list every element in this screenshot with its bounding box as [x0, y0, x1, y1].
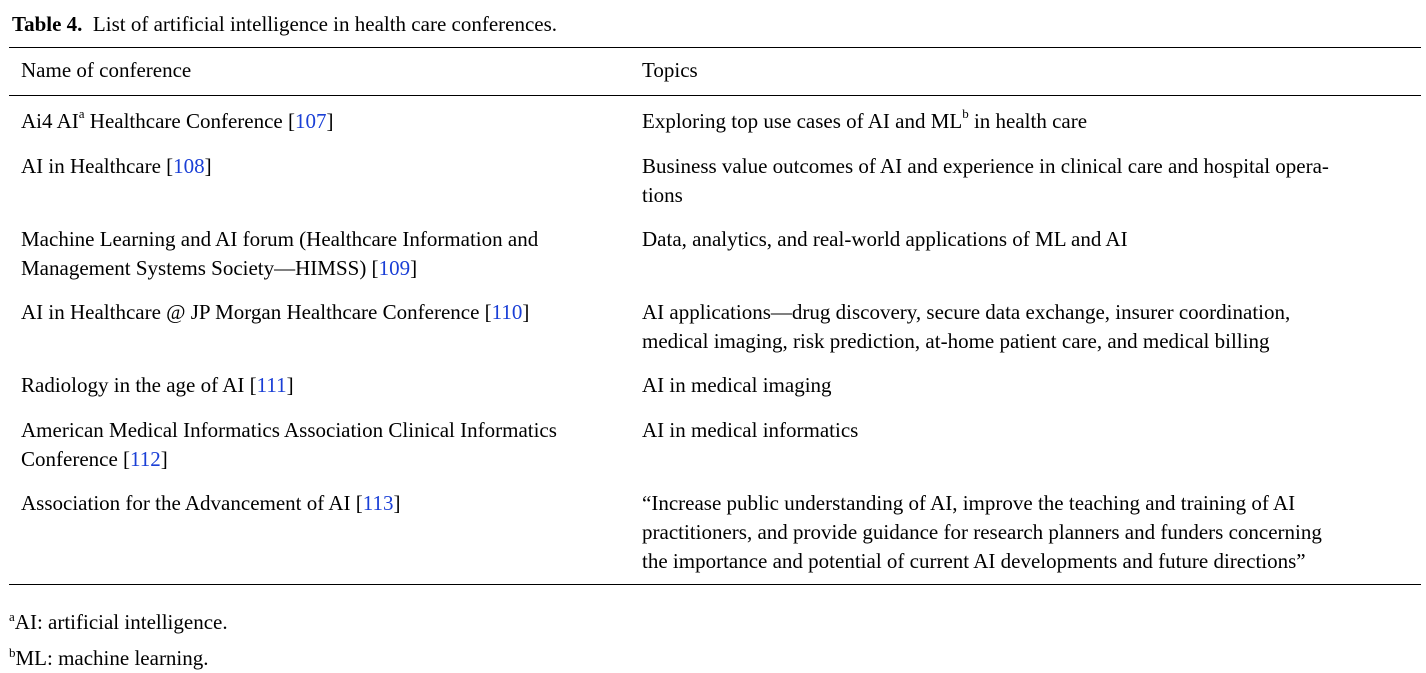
row-4-topic-line-1: AI applications—drug discovery, secure data exchange, insurer coordination,	[642, 300, 1291, 324]
table-row-2-name	[21, 152, 631, 181]
row-2-topic-line-2: tions	[642, 183, 683, 207]
reference-link-112[interactable]: 112	[130, 447, 161, 471]
row-2-topic-line-1: Business value outcomes of AI and experience in clinical care and hospital opera-	[642, 154, 1329, 178]
footnote-b	[9, 644, 209, 672]
row-1-topic-text: Exploring top use cases of AI and ML	[642, 109, 963, 133]
table-caption-label: Table 4.	[12, 12, 83, 36]
reference-link-113[interactable]: 113	[362, 491, 394, 515]
table-bottom-rule	[9, 584, 1421, 585]
reference-link-111[interactable]: 111	[256, 373, 287, 397]
table-header-rule	[9, 95, 1421, 96]
row-5-name-text: Radiology in the age of AI [	[21, 373, 257, 397]
row-4-name-text: AI in Healthcare @ JP Morgan Healthcare Conference [	[21, 300, 492, 324]
footnote-marker-a: a	[78, 106, 85, 121]
footnote-a	[9, 608, 228, 636]
table-row-6-topics: AI in medical informatics	[642, 418, 859, 442]
row-6-name-text: Conference [	[21, 447, 131, 471]
row-6-bracket: ]	[160, 447, 168, 471]
row-4-bracket: ]	[522, 300, 530, 324]
row-7-topic-line-1: “Increase public understanding of AI, improve the teaching and training of AI	[642, 491, 1296, 515]
reference-link-109[interactable]: 109	[378, 256, 411, 280]
footnote-marker-b: b	[962, 106, 969, 121]
table-top-rule	[9, 47, 1421, 48]
table-row-7-name	[21, 489, 631, 518]
table-row-4-name	[21, 298, 631, 327]
row-4-topic-line-2: medical imaging, risk prediction, at-home patient care, and medical billing	[642, 329, 1270, 353]
table-row-6-name	[21, 416, 631, 474]
row-2-bracket: ]	[204, 154, 212, 178]
row-6-name-line-1: American Medical Informatics Association Clinical Informatics	[21, 418, 557, 442]
table-caption-text: List of artificial intelligence in health care conferences.	[92, 12, 558, 36]
row-2-name-text: AI in Healthcare [	[21, 154, 174, 178]
reference-link-107[interactable]: 107	[294, 109, 327, 133]
row-1-name-text-2: Healthcare Conference [	[84, 109, 295, 133]
table-row-5-name	[21, 371, 631, 400]
table-row-5-topics: AI in medical imaging	[642, 373, 832, 397]
row-3-bracket: ]	[410, 256, 418, 280]
row-7-topic-line-2: practitioners, and provide guidance for research planners and funders concerning	[642, 520, 1322, 544]
table-row-7-topics	[642, 489, 1414, 576]
row-1-name-text: Ai4 AI	[21, 109, 79, 133]
footnote-b-mark: b	[9, 645, 16, 660]
row-7-name-text: Association for the Advancement of AI [	[21, 491, 363, 515]
row-7-topic-line-3: the importance and potential of current AI developments and future directions”	[642, 549, 1306, 573]
row-3-name-line-1: Machine Learning and AI forum (Healthcare Information and	[21, 227, 539, 251]
footnote-b-text: ML: machine learning.	[15, 646, 209, 670]
row-5-bracket: ]	[286, 373, 294, 397]
reference-link-110[interactable]: 110	[491, 300, 523, 324]
row-3-name-line-2	[21, 254, 631, 283]
row-3-name-text: Management Systems Society—HIMSS) [	[21, 256, 379, 280]
footnote-a-mark: a	[9, 609, 15, 624]
table-caption	[12, 10, 557, 38]
row-1-topic-text-2: in health care	[968, 109, 1088, 133]
table-row-3-name	[21, 225, 631, 283]
table-row-3-topics: Data, analytics, and real-world applications of ML and AI	[642, 227, 1128, 251]
table-row-1-name	[21, 107, 631, 136]
row-7-bracket: ]	[393, 491, 401, 515]
row-1-bracket: ]	[326, 109, 334, 133]
reference-link-108[interactable]: 108	[173, 154, 205, 178]
column-header-name: Name of conference	[21, 58, 192, 82]
table-row-4-topics	[642, 298, 1414, 356]
column-header-topics: Topics	[642, 58, 698, 82]
row-6-name-line-2	[21, 445, 631, 474]
table-row-2-topics	[642, 152, 1414, 210]
table-row-1-topics	[642, 107, 1414, 136]
footnote-a-text: AI: artificial intelligence.	[14, 610, 228, 634]
